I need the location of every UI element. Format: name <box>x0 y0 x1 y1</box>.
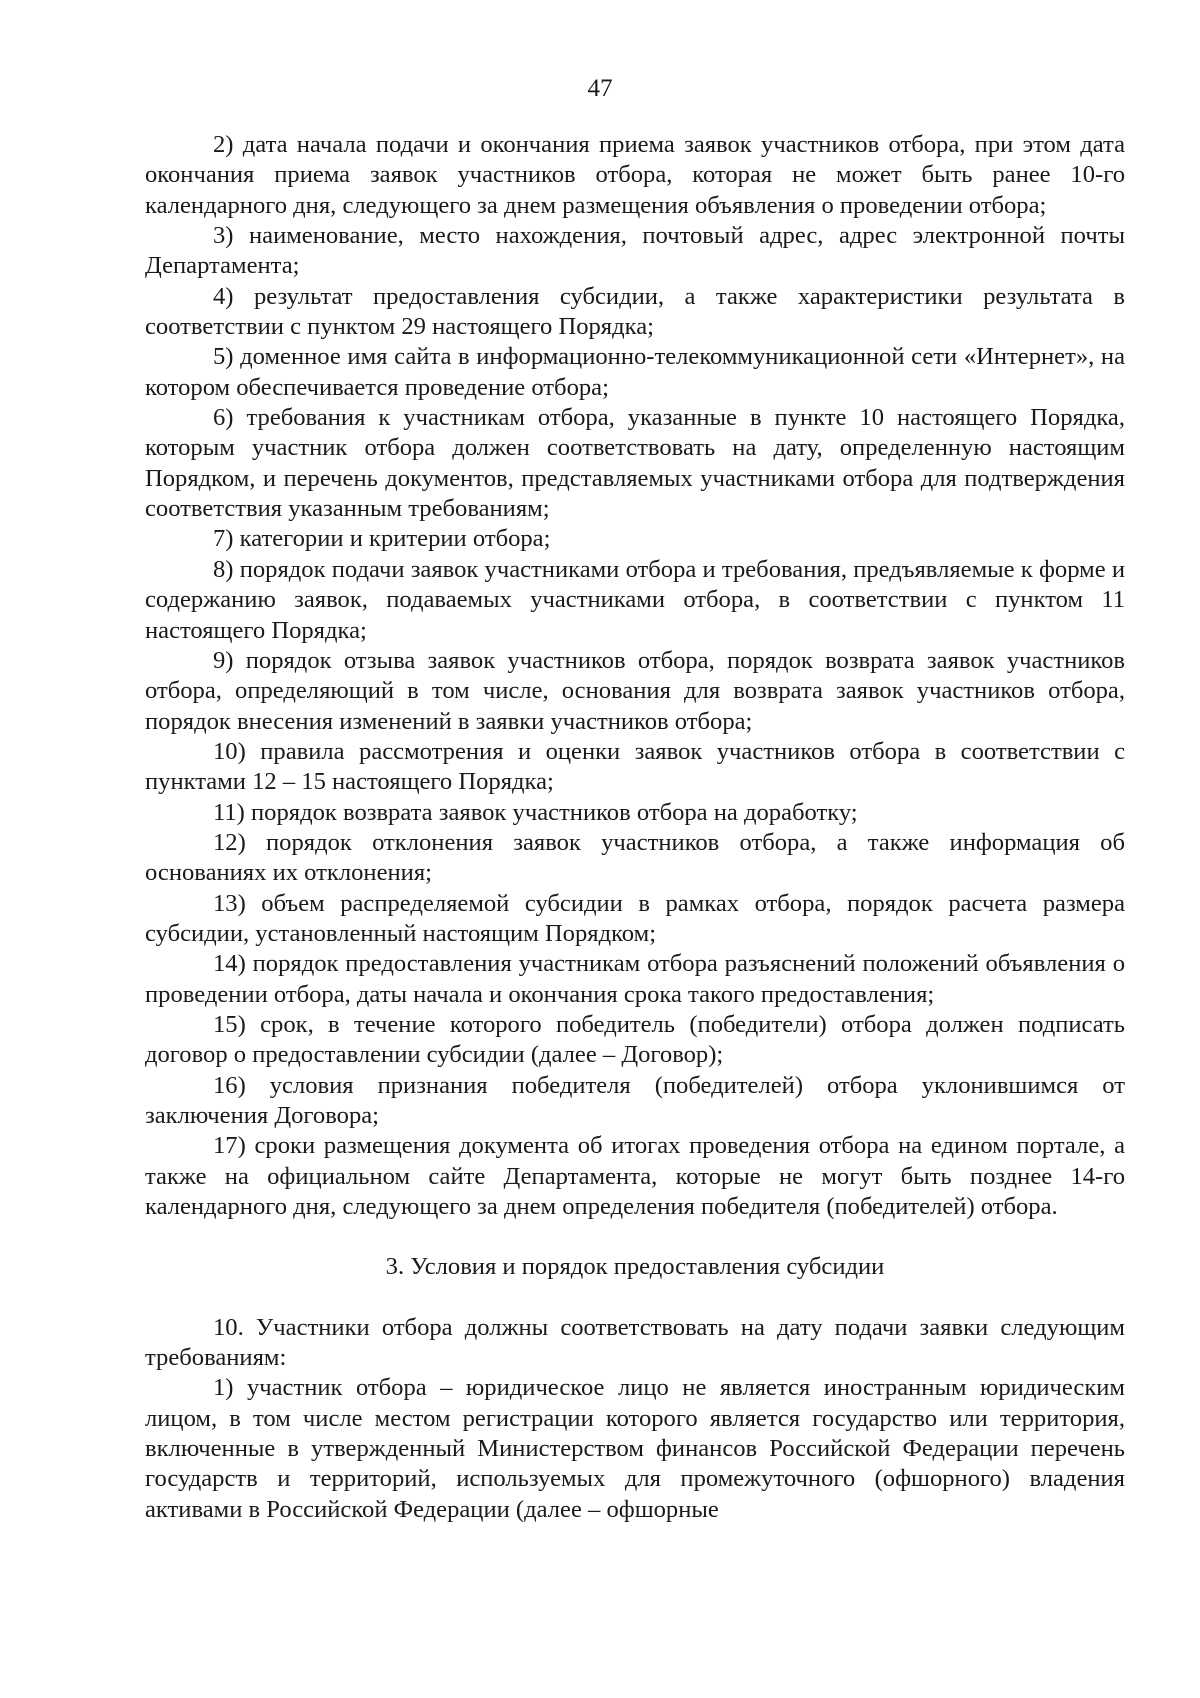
paragraph-item-9: 9) порядок отзыва заявок участников отбора, порядок возврата заявок участников отбора, определяющий в том числе, основания для возврата заявок участников отбора, порядок внесения изменений в заявки участников отбора; <box>145 646 1125 735</box>
document-body <box>145 130 1125 1525</box>
paragraph-item-11: 11) порядок возврата заявок участников отбора на доработку; <box>213 798 858 826</box>
page-number: 47 <box>587 75 613 102</box>
paragraph-item-13: 13) объем распределяемой субсидии в рамках отбора, порядок расчета размера субсидии, установленный настоящим Порядком; <box>145 889 1125 947</box>
section-heading: 3. Условия и порядок предоставления субсидии <box>385 1253 885 1281</box>
paragraph-item-3: 3) наименование, место нахождения, почтовый адрес, адрес электронной почты Департамента; <box>145 222 1125 280</box>
paragraph-item-6: 6) требования к участникам отбора, указанные в пункте 10 настоящего Порядка, которым участник отбора должен соответствовать на дату, определенную настоящим Порядком, и перечень документов, представляемых участниками отбора для подтверждения соответствия указанным требованиям; <box>145 404 1125 523</box>
paragraph-item-15: 15) срок, в течение которого победитель (победители) отбора должен подписать договор о предоставлении субсидии (далее – Договор); <box>145 1010 1125 1069</box>
paragraph-item-2: 2) дата начала подачи и окончания приема заявок участников отбора, при этом дата окончания приема заявок участников отбора, которая не может быть ранее 10-го календарного дня, следующего за днем размещения объявления о проведении отбора; <box>145 131 1125 219</box>
paragraph-clause-10: 10. Участники отбора должны соответствовать на дату подачи заявки следующим требованиям: <box>145 1313 1125 1372</box>
paragraph-item-5: 5) доменное имя сайта в информационно-телекоммуникационной сети «Интернет», на котором обеспечивается проведение отбора; <box>145 343 1125 401</box>
paragraph-item-4: 4) результат предоставления субсидии, а также характеристики результата в соответствии с пунктом 29 настоящего Порядка; <box>145 282 1125 341</box>
paragraph-item-10: 10) правила рассмотрения и оценки заявок участников отбора в соответствии с пунктами 12 – 15 настоящего Порядка; <box>145 737 1125 796</box>
paragraph-item-12: 12) порядок отклонения заявок участников отбора, а также информация об основаниях их отклонения; <box>145 828 1125 887</box>
paragraph-item-16: 16) условия признания победителя (победителей) отбора уклонившимся от заключения Договора; <box>145 1071 1125 1129</box>
paragraph-item-17: 17) сроки размещения документа об итогах проведения отбора на едином портале, а также на официальном сайте Департамента, которые не могут быть позднее 14-го календарного дня, следующего за днем определения победителя (победителей) отбора. <box>145 1132 1125 1221</box>
paragraph-clause-10-item-1: 1) участник отбора – юридическое лицо не является иностранным юридическим лицом, в том числе местом регистрации которого является государство или территория, включенные в утвержденный Министерством финансов Российской Федерации перечень государств и территорий, используемых для промежуточного (офшорного) владения активами в Российской Федерации (далее – офшорные <box>145 1374 1125 1523</box>
paragraph-item-14: 14) порядок предоставления участникам отбора разъяснений положений объявления о проведении отбора, даты начала и окончания срока такого предоставления; <box>145 950 1125 1008</box>
paragraph-item-8: 8) порядок подачи заявок участниками отбора и требования, предъявляемые к форме и содержанию заявок, подаваемых участниками отбора, в соответствии с пунктом 11 настоящего Порядка; <box>145 555 1125 644</box>
paragraph-item-7: 7) категории и критерии отбора; <box>213 525 551 553</box>
